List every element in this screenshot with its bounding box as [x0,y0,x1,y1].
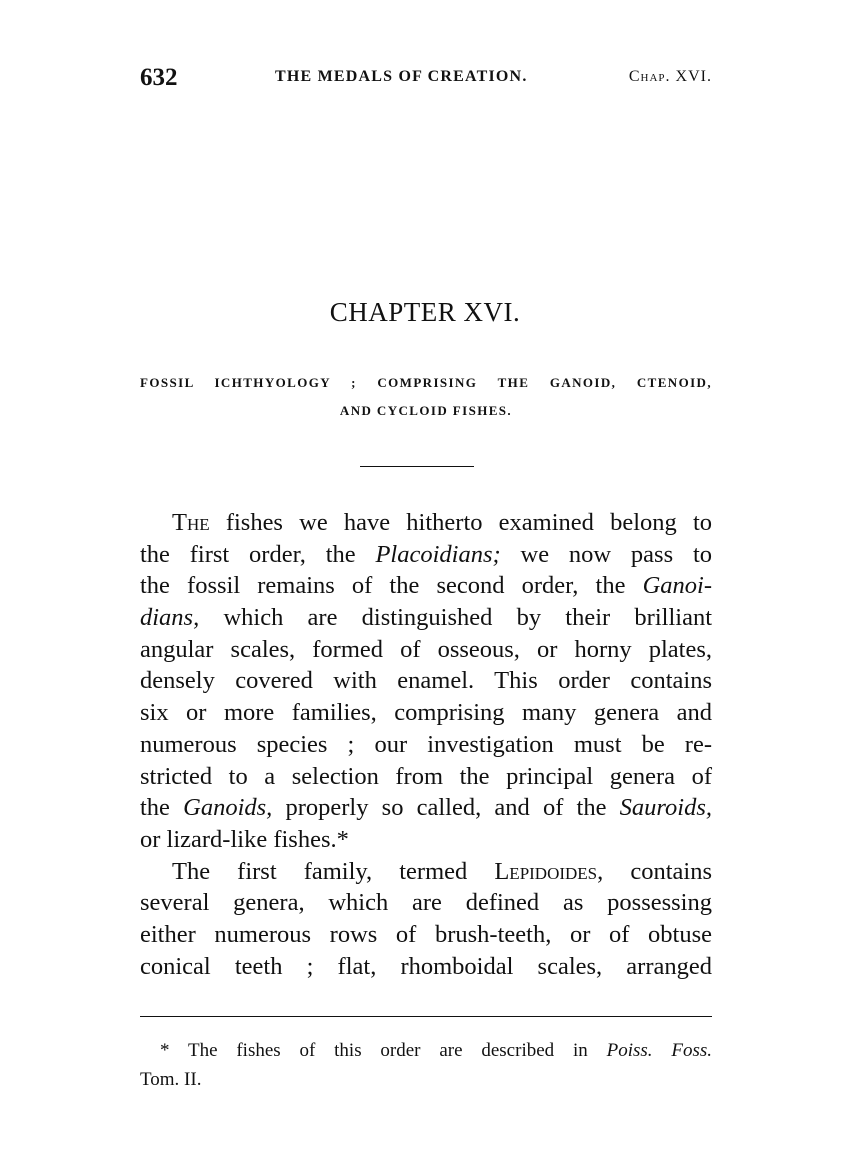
footnote [140,1036,712,1094]
text-line: the fossil remains of the second order, the Ganoi- [140,572,712,600]
text-line: the Ganoids, properly so called, and of the Sauroids, [140,794,713,822]
page-number: 632 [140,64,178,91]
text-line: conical teeth ; flat, rhomboidal scales, arranged [140,952,712,980]
text-line: The first family, termed Lepidoides, contains [172,857,712,885]
text-line: The fishes we have hitherto examined belong to [172,509,712,536]
footnote-line: Tom. II. [140,1069,202,1090]
text-line: several genera, which are defined as possessing [140,889,712,917]
chapter-reference: Chap. XVI. [628,68,712,85]
text-line: numerous species ; our investigation must be re- [140,730,712,758]
section-divider [360,466,474,467]
footnote-divider [140,1016,712,1017]
page-header [140,64,712,94]
chapter-subtitle-line-2: AND CYCLOID FISHES. [339,403,513,418]
running-title: THE MEDALS OF CREATION. [275,68,528,85]
text-line: dians, which are distinguished by their brilliant [140,604,712,632]
chapter-subtitle-line-1: FOSSIL ICHTHYOLOGY ; COMPRISING THE GANOID, CTENOID, [140,375,712,390]
text-line: either numerous rows of brush-teeth, or of obtuse [140,920,712,948]
body-text [140,507,712,982]
text-line: the first order, the Placoidians; we now pass to [140,540,712,568]
text-line: angular scales, formed of osseous, or horny plates, [140,635,712,663]
text-line: densely covered with enamel. This order contains [140,667,712,695]
text-line: or lizard-like fishes.* [140,825,349,853]
footnote-line: * The fishes of this order are described in Poiss. Foss. [160,1040,712,1061]
chapter-title: CHAPTER XVI. [329,297,521,327]
text-line: stricted to a selection from the principal genera of [140,762,712,790]
text-line: six or more families, comprising many genera and [140,699,712,727]
